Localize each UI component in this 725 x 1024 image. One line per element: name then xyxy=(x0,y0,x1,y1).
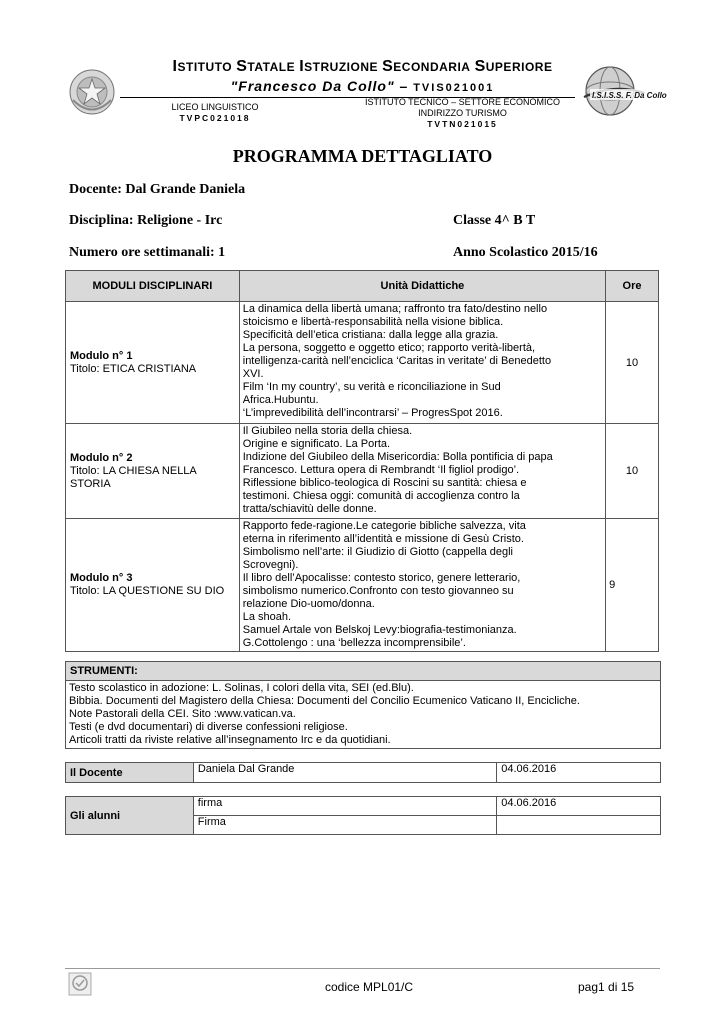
unit-line: eterna in riferimento all’identità e missione di Gesù Cristo. xyxy=(242,533,524,545)
unit-line: Il libro dell’Apocalisse: contesto storico, genere letterario, xyxy=(242,572,521,584)
docente-date: 04.06.2016 xyxy=(497,763,661,783)
unit-line: Origine e significato. La Porta. xyxy=(242,438,391,450)
strumenti-header: STRUMENTI: xyxy=(66,662,661,681)
ore-settimanali-field: Numero ore settimanali: 1 xyxy=(69,245,226,260)
program-table xyxy=(65,270,659,652)
module-cell xyxy=(66,302,240,424)
module-title: Titolo: LA CHIESA NELLA STORIA xyxy=(70,464,197,490)
unit-line: La dinamica della libertà umana; raffronto tra fato/destino nello xyxy=(242,303,548,315)
institute-title: ISTITUTO STATALE ISTRUZIONE SECONDARIA SUPERIORE xyxy=(172,58,553,75)
module-title: Titolo: LA QUESTIONE SU DIO xyxy=(70,585,225,597)
unit-line: Africa.Hubuntu. xyxy=(242,394,319,406)
alunni-signature-table xyxy=(65,796,661,835)
docente-signature-table xyxy=(65,762,661,783)
unit-line: intelligenza-carità nell’enciclica ‘Caritas in veritate’ di Benedetto xyxy=(242,355,552,367)
strumenti-line: Testo scolastico in adozione: L. Solinas, I colori della vita, SEI (ed.Blu). xyxy=(69,682,414,694)
svg-text:I.S.I.S.S. F. Da Collo: I.S.I.S.S. F. Da Collo xyxy=(592,91,667,100)
column-header: Unità Didattiche xyxy=(239,271,605,302)
docente-label: Il Docente xyxy=(66,763,194,783)
unit-line: ‘L’imprevedibilità dell’incontrarsi’ – ProgresSpot 2016. xyxy=(242,407,503,419)
alunni-date-1: 04.06.2016 xyxy=(497,797,661,816)
footer-divider xyxy=(65,968,660,969)
unit-line: Specificità dell’etica cristiana: dalla legge alla grazia. xyxy=(242,329,499,341)
document-code: codice MPL01/C xyxy=(325,980,414,994)
strumenti-line: Articoli tratti da riviste relative all’insegnamento Irc e da quotidiani. xyxy=(69,734,391,746)
anno-scolastico-field: Anno Scolastico 2015/16 xyxy=(453,245,598,260)
unit-line: Il Giubileo nella storia della chiesa. xyxy=(242,425,413,437)
module-number: Modulo n° 1 xyxy=(70,349,133,362)
unit-line: La persona, soggetto e oggetto etico; rapporto verità-libertà, xyxy=(242,342,536,354)
alunni-label: Gli alunni xyxy=(66,797,194,835)
unit-line: Riflessione biblico-teologica di Roscini su santità: chiesa e xyxy=(242,477,527,489)
table-row xyxy=(66,302,659,424)
module-number: Modulo n° 2 xyxy=(70,451,133,464)
alunni-firma-1: firma xyxy=(193,797,496,816)
strumenti-content xyxy=(66,681,661,749)
strumenti-line: Note Pastorali della CEI. Sito :www.vatican.va. xyxy=(69,708,296,720)
module-cell xyxy=(66,424,240,519)
alunni-firma-2: Firma xyxy=(193,816,496,835)
table-header-row xyxy=(66,271,659,302)
hours-cell: 9 xyxy=(606,519,659,652)
table-row xyxy=(66,424,659,519)
unit-line: testimoni. Chiesa oggi: comunità di accoglienza contro la xyxy=(242,490,520,502)
docente-field: Docente: Dal Grande Daniela xyxy=(69,182,246,197)
module-cell xyxy=(66,519,240,652)
unit-line: relazione Dio-uomo/donna. xyxy=(242,598,375,610)
unit-line: Indizione del Giubileo della Misericordia: Bolla pontificia di papa xyxy=(242,451,553,463)
unit-line: Francesco. Lettura opera di Rembrandt ‘Il figliol prodigo’. xyxy=(242,464,520,476)
column-header: MODULI DISCIPLINARI xyxy=(66,271,240,302)
unit-line: La shoah. xyxy=(242,611,292,623)
unit-line: XVI. xyxy=(242,368,264,380)
alunni-date-2 xyxy=(497,816,661,835)
unit-line: stoicismo e libertà-responsabilità nella visione biblica. xyxy=(242,316,504,328)
unit-line: Rapporto fede-ragione.Le categorie bibliche salvezza, vita xyxy=(242,520,526,532)
docente-name: Daniela Dal Grande xyxy=(193,763,496,783)
strumenti-line: Testi (e dvd documentari) di diverse confessioni religiose. xyxy=(69,721,348,733)
classe-field: Classe 4^ B T xyxy=(453,213,536,228)
strumenti-line: Bibbia. Documenti del Magistero della Chiesa: Documenti del Concilio Ecumenico Vaticano II, Encicliche. xyxy=(69,695,580,707)
unit-line: Samuel Artale von Belskoj Levy:biografia-testimonianza. xyxy=(242,624,517,636)
unit-line: Film ‘In my country’, su verità e riconciliazione in Sud xyxy=(242,381,501,393)
institute-name: "Francesco Da Collo" – TVIS021001 xyxy=(230,78,495,94)
units-cell xyxy=(239,302,605,424)
unit-line: tratta/schiavitù delle donne. xyxy=(242,503,377,515)
strumenti-table xyxy=(65,661,661,749)
tecnico-block: ISTITUTO TECNICO – SETTORE ECONOMICO INDIRIZZO TURISMO TVTN021015 xyxy=(364,97,561,129)
document-title: PROGRAMMA DETTAGLIATO xyxy=(232,146,493,166)
column-header: Ore xyxy=(606,271,659,302)
module-title: Titolo: ETICA CRISTIANA xyxy=(70,362,197,375)
hours-cell: 10 xyxy=(606,424,659,519)
unit-line: G.Cottolengo : una ‘bellezza incomprensibile’. xyxy=(242,637,466,649)
unit-line: Scrovegni). xyxy=(242,559,299,571)
hours-cell: 10 xyxy=(606,302,659,424)
units-cell xyxy=(239,424,605,519)
units-cell xyxy=(239,519,605,652)
table-row xyxy=(66,519,659,652)
isiss-globe-logo xyxy=(580,63,667,121)
unit-line: simbolismo numerico.Confronto con testo giovanneo su xyxy=(242,585,514,597)
module-number: Modulo n° 3 xyxy=(70,572,133,584)
certification-logo-icon xyxy=(68,972,92,996)
page-number: pag1 di 15 xyxy=(578,980,635,994)
liceo-block: LICEO LINGUISTICO TVPC021018 xyxy=(171,102,259,123)
unit-line: Simbolismo nell’arte: il Giudizio di Giotto (cappella degli xyxy=(242,546,513,558)
disciplina-field: Disciplina: Religione - Irc xyxy=(69,213,223,228)
